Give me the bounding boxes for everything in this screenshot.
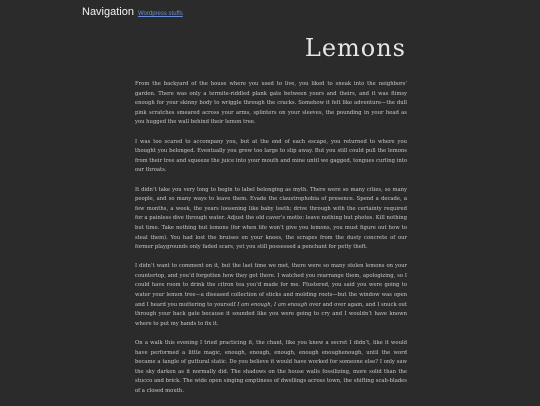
- page-title: Lemons: [304, 34, 406, 62]
- paragraph: From the backyard of the house where you used to live, you liked to sneak into the neighbors’ garden. There was only a termite-riddled plank gate between yours and theirs, and it was flimsy enough for your skinny body to wriggle through the cracks. Somehow it felt like adventure—the dull pink scratches smeared across your arms, splinters on your sleeves, the pounding in your head as you hugged the wall behind their lemon tree.: [135, 81, 407, 126]
- emphasized-text: I am enough, I am enough: [237, 301, 308, 308]
- nav-link-wordpress[interactable]: Wordpress stuffs: [137, 11, 183, 17]
- paragraph: On a walk this evening I tried practicing it, the chant, like you knew a secret I didn’t, like it would have performed a little magic, enough, enough, enough, enough enoughenough, until the word became a tangle of guttural static. Do you believe it would have worked for someone else? I only saw the sky darken as it normally did. The shadows on the house walls fossilizing, more solid than the stucco and brick. The wide open singing emptiness of dwellings across town, the shifting scab-blades of a closed mouth.: [135, 340, 407, 394]
- nav-title: Navigation: [82, 6, 134, 18]
- paragraph-text: I didn’t want to comment on it, but the last time we met, there were so many stolen lemons on your countertop, and you’d forgotten how they got there. I watched you rearrange them, apologizing, so I could have room to drink the citron tea you’d made for me. Flustered, you said you were going to water your lemon tree—a diseased collection of sticks and molding roots—but the window was open and I heard you muttering to yourself: [135, 263, 407, 308]
- article-body: [135, 80, 407, 406]
- paragraph: [135, 262, 407, 329]
- paragraph-text: over and over again, and I snuck out through your back gate because it sounded like you were going to cry and I wouldn’t have known where to put my hands to fix it.: [135, 301, 407, 327]
- site-nav: [82, 6, 183, 18]
- paragraph: I was too scared to accompany you, but at the end of each escape, you returned to where you thought you belonged. Eventually you grew too large to slip away. But you still could pull the lemons from their tree and squeeze the juice into your mouth and mine until we gagged, tongues curling into our throats.: [135, 138, 407, 174]
- paragraph: It didn’t take you very long to begin to label belonging as myth. There were so many cities, so many people, and so many ways to leave them. Evade the claustrophobia of presence. Spend a decade, a few months, a week, the years loosening like baby teeth; drive through with the certainty required for a painless dive through water. Adjust the old caver’s motto: leave nothing but photos. Kill nothing but time. Take nothing but lemons (for when life won’t give you lemons, you must figure out how to steal them). You had lost the bruises on your knees, the scrapes from the dusty concrete of our former playgrounds only faded scars, yet you still possessed a penchant for petty theft.: [135, 186, 407, 251]
